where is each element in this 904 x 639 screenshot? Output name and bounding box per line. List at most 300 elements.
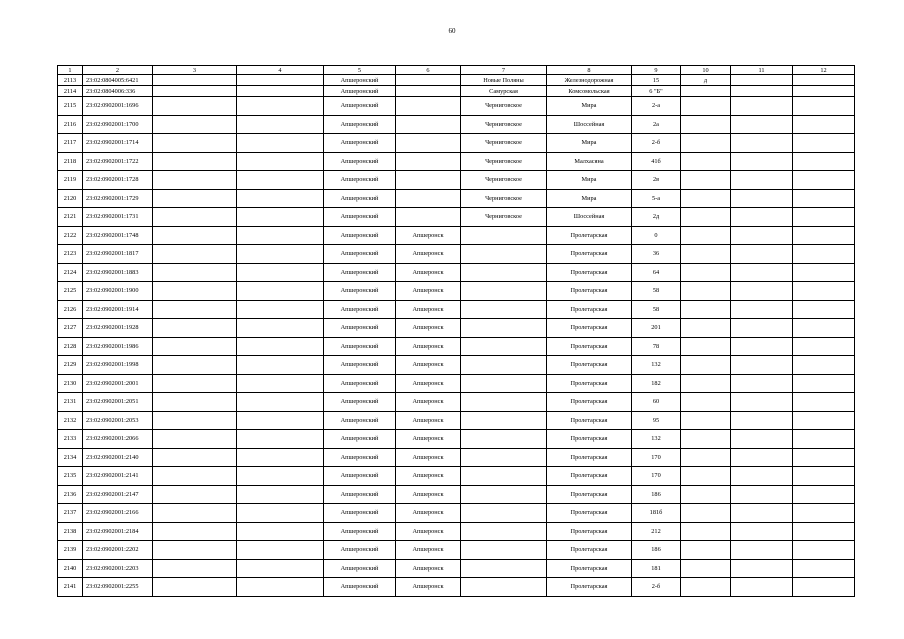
table-cell: 6 "Б" [632, 86, 681, 97]
table-cell: 5-а [632, 189, 681, 208]
table-cell [153, 263, 237, 282]
table-cell: 23:02:0902001:1986 [83, 337, 153, 356]
table-cell: 64 [632, 263, 681, 282]
table-cell: Пролетарская [547, 374, 632, 393]
table-cell [793, 97, 855, 116]
table-cell [237, 559, 324, 578]
table-cell [731, 263, 793, 282]
table-cell: 23:02:0902001:1883 [83, 263, 153, 282]
table-cell: Апшеронский [324, 189, 396, 208]
table-cell: 2141 [58, 578, 83, 597]
table-cell: Апшеронский [324, 226, 396, 245]
table-cell: Пролетарская [547, 356, 632, 375]
table-cell: 170 [632, 467, 681, 486]
table-cell: 15 [632, 75, 681, 86]
table-cell: Пролетарская [547, 467, 632, 486]
table-cell [153, 411, 237, 430]
table-cell: д [681, 75, 731, 86]
table-cell: Апшеронск [396, 356, 461, 375]
table-cell [396, 97, 461, 116]
table-cell [681, 337, 731, 356]
table-cell [396, 115, 461, 134]
table-cell [237, 134, 324, 153]
table-cell [237, 189, 324, 208]
table-cell [153, 152, 237, 171]
table-cell: Апшеронск [396, 522, 461, 541]
table-cell [681, 578, 731, 597]
table-cell [681, 97, 731, 116]
column-header: 9 [632, 66, 681, 75]
table-cell: Комсомольская [547, 86, 632, 97]
table-cell [681, 226, 731, 245]
column-header: 5 [324, 66, 396, 75]
table-cell: 182 [632, 374, 681, 393]
table-cell [681, 189, 731, 208]
table-cell [793, 467, 855, 486]
table-cell: Пролетарская [547, 578, 632, 597]
table-row [58, 97, 855, 116]
table-cell [681, 356, 731, 375]
table-cell [237, 467, 324, 486]
table-cell: Апшеронский [324, 541, 396, 560]
table-body [58, 66, 855, 597]
table-cell: 2134 [58, 448, 83, 467]
table-cell [153, 189, 237, 208]
table-cell: Апшеронск [396, 578, 461, 597]
table-cell [681, 448, 731, 467]
table-cell: Апшеронский [324, 208, 396, 227]
table-cell [153, 374, 237, 393]
table-cell [237, 208, 324, 227]
table-cell: 181 [632, 559, 681, 578]
table-cell: Апшеронск [396, 559, 461, 578]
table-cell: Апшеронский [324, 134, 396, 153]
table-cell: Шоссейная [547, 208, 632, 227]
table-cell: Пролетарская [547, 263, 632, 282]
table-cell: Пролетарская [547, 337, 632, 356]
table-cell [153, 226, 237, 245]
table-cell [731, 393, 793, 412]
table-cell: 2113 [58, 75, 83, 86]
table-cell [681, 208, 731, 227]
table-cell [681, 467, 731, 486]
table-cell [793, 559, 855, 578]
table-cell [237, 541, 324, 560]
table-row [58, 467, 855, 486]
table-cell: 2129 [58, 356, 83, 375]
table-cell [153, 337, 237, 356]
table-cell: Апшеронск [396, 504, 461, 523]
table-cell [153, 134, 237, 153]
table-cell [237, 504, 324, 523]
table-cell [461, 356, 547, 375]
table-cell: Апшеронск [396, 337, 461, 356]
table-row [58, 485, 855, 504]
table-cell: Апшеронск [396, 226, 461, 245]
table-row [58, 430, 855, 449]
table-cell: 2122 [58, 226, 83, 245]
table-cell: 23:02:0902001:1914 [83, 300, 153, 319]
table-cell: 23:02:0902001:1728 [83, 171, 153, 190]
table-cell: Апшеронский [324, 374, 396, 393]
table-cell: Апшеронский [324, 411, 396, 430]
table-cell [681, 152, 731, 171]
table-cell: 23:02:0902001:1928 [83, 319, 153, 338]
table-cell [461, 300, 547, 319]
table-cell [793, 134, 855, 153]
table-cell: 23:02:0902001:1731 [83, 208, 153, 227]
table-cell [153, 430, 237, 449]
table-row [58, 374, 855, 393]
table-cell: Апшеронский [324, 97, 396, 116]
table-cell: Апшеронск [396, 485, 461, 504]
table-cell: Пролетарская [547, 411, 632, 430]
table-cell [237, 319, 324, 338]
table-cell: 2а [632, 115, 681, 134]
table-cell [237, 226, 324, 245]
table-cell: 2116 [58, 115, 83, 134]
table-cell [237, 245, 324, 264]
table-row [58, 337, 855, 356]
table-cell: Апшеронск [396, 467, 461, 486]
table-cell [237, 448, 324, 467]
table-cell [237, 263, 324, 282]
table-cell [461, 393, 547, 412]
column-header: 11 [731, 66, 793, 75]
table-cell: 2139 [58, 541, 83, 560]
table-row [58, 263, 855, 282]
table-cell [237, 485, 324, 504]
table-cell: Апшеронск [396, 319, 461, 338]
table-cell: 58 [632, 282, 681, 301]
table-cell: Апшеронский [324, 578, 396, 597]
table-cell [793, 393, 855, 412]
table-cell [731, 226, 793, 245]
table-row [58, 75, 855, 86]
table-cell: Апшеронский [324, 319, 396, 338]
table-cell: Апшеронский [324, 115, 396, 134]
table-cell [153, 282, 237, 301]
page-number: 60 [448, 27, 456, 35]
table-cell: Апшеронский [324, 171, 396, 190]
table-cell: Черниговское [461, 171, 547, 190]
table-cell: 23:02:0902001:2051 [83, 393, 153, 412]
table-cell: Пролетарская [547, 282, 632, 301]
table-cell: 23:02:0902001:1817 [83, 245, 153, 264]
table-cell [237, 356, 324, 375]
table-cell: 23:02:0902001:2255 [83, 578, 153, 597]
table-cell: 2-а [632, 97, 681, 116]
table-row [58, 541, 855, 560]
table-cell [793, 485, 855, 504]
table-row [58, 189, 855, 208]
table-cell: Черниговское [461, 152, 547, 171]
table-cell [153, 300, 237, 319]
table-cell [237, 300, 324, 319]
table-cell: 58 [632, 300, 681, 319]
table-row [58, 522, 855, 541]
registry-table [57, 65, 855, 597]
header-row [58, 66, 855, 75]
table-cell [793, 86, 855, 97]
table-cell [461, 374, 547, 393]
table-cell: Апшеронск [396, 282, 461, 301]
table-cell: 2127 [58, 319, 83, 338]
table-cell: 95 [632, 411, 681, 430]
table-cell: 23:02:0902001:2202 [83, 541, 153, 560]
table-cell [153, 115, 237, 134]
table-cell: 2132 [58, 411, 83, 430]
column-header: 10 [681, 66, 731, 75]
column-header: 1 [58, 66, 83, 75]
table-row [58, 86, 855, 97]
table-cell: Апшеронский [324, 245, 396, 264]
table-cell: 2118 [58, 152, 83, 171]
table-cell [793, 448, 855, 467]
table-cell: Апшеронский [324, 504, 396, 523]
table-cell [461, 467, 547, 486]
table-cell [396, 171, 461, 190]
table-cell [731, 134, 793, 153]
table-cell [237, 97, 324, 116]
table-cell [793, 337, 855, 356]
table-cell [153, 393, 237, 412]
table-cell: Пролетарская [547, 430, 632, 449]
table-cell: 212 [632, 522, 681, 541]
table-cell: Апшеронский [324, 300, 396, 319]
table-cell [731, 300, 793, 319]
table-cell [396, 134, 461, 153]
table-cell [396, 86, 461, 97]
table-cell [731, 115, 793, 134]
table-cell [793, 152, 855, 171]
table-cell [237, 374, 324, 393]
table-cell: Черниговское [461, 189, 547, 208]
table-cell [461, 263, 547, 282]
table-cell [681, 319, 731, 338]
table-cell: Пролетарская [547, 448, 632, 467]
table-cell [681, 263, 731, 282]
table-cell [461, 485, 547, 504]
table-cell [681, 134, 731, 153]
table-cell: 23:02:0902001:1714 [83, 134, 153, 153]
column-header: 7 [461, 66, 547, 75]
table-cell: Апшеронск [396, 263, 461, 282]
table-cell [731, 319, 793, 338]
table-cell: Пролетарская [547, 485, 632, 504]
table-row [58, 319, 855, 338]
table-cell [793, 411, 855, 430]
table-row [58, 448, 855, 467]
table-cell: 23:02:0902001:2066 [83, 430, 153, 449]
table-cell [731, 282, 793, 301]
table-cell [153, 171, 237, 190]
table-row [58, 245, 855, 264]
table-cell: 23:02:0902001:1998 [83, 356, 153, 375]
table-cell: Апшеронск [396, 300, 461, 319]
table-cell: Апшеронск [396, 245, 461, 264]
table-cell [153, 356, 237, 375]
table-cell [681, 86, 731, 97]
table-cell: 23:02:0902001:2166 [83, 504, 153, 523]
table-cell [793, 578, 855, 597]
table-row [58, 578, 855, 597]
table-cell: Пролетарская [547, 245, 632, 264]
table-cell [731, 467, 793, 486]
table-cell: Пролетарская [547, 300, 632, 319]
table-row [58, 393, 855, 412]
table-cell: 2136 [58, 485, 83, 504]
table-cell: 2123 [58, 245, 83, 264]
table-row [58, 559, 855, 578]
table-cell [681, 485, 731, 504]
table-cell: 0 [632, 226, 681, 245]
table-cell [731, 411, 793, 430]
table-cell [461, 430, 547, 449]
table-cell: Апшеронск [396, 430, 461, 449]
table-cell: Самурская [461, 86, 547, 97]
table-cell [793, 282, 855, 301]
table-cell [793, 208, 855, 227]
table-cell: 2133 [58, 430, 83, 449]
table-cell [153, 97, 237, 116]
table-cell [681, 171, 731, 190]
table-cell: 23:02:0902001:2053 [83, 411, 153, 430]
table-cell: 2119 [58, 171, 83, 190]
table-cell [153, 75, 237, 86]
table-cell [731, 504, 793, 523]
table-row [58, 411, 855, 430]
table-cell [793, 522, 855, 541]
table-cell: Апшеронск [396, 393, 461, 412]
table-cell: 132 [632, 356, 681, 375]
table-cell [237, 115, 324, 134]
table-cell: Апшеронский [324, 559, 396, 578]
table-cell [461, 226, 547, 245]
table-cell: 2124 [58, 263, 83, 282]
table-cell [237, 578, 324, 597]
table-cell: 23:02:0902001:2184 [83, 522, 153, 541]
table-cell [461, 337, 547, 356]
table-cell [237, 86, 324, 97]
table-cell: 78 [632, 337, 681, 356]
table-cell [461, 282, 547, 301]
table-cell: Пролетарская [547, 393, 632, 412]
table-cell: Апшеронский [324, 86, 396, 97]
table-cell [731, 75, 793, 86]
table-cell [731, 97, 793, 116]
table-cell: 36 [632, 245, 681, 264]
table-cell [461, 448, 547, 467]
table-cell: Черниговское [461, 115, 547, 134]
table-cell [153, 522, 237, 541]
table-cell: Апшеронский [324, 430, 396, 449]
table-cell: 2-б [632, 578, 681, 597]
table-row [58, 115, 855, 134]
table-cell [461, 411, 547, 430]
table-cell [681, 393, 731, 412]
table-cell: Черниговское [461, 208, 547, 227]
table-cell: 2130 [58, 374, 83, 393]
table-cell: Апшеронский [324, 356, 396, 375]
table-cell [153, 86, 237, 97]
table-cell: Апшеронский [324, 337, 396, 356]
column-header: 12 [793, 66, 855, 75]
table-cell: Новые Поляны [461, 75, 547, 86]
table-cell: 2-б [632, 134, 681, 153]
column-header: 4 [237, 66, 324, 75]
table-cell [731, 245, 793, 264]
table-cell [396, 208, 461, 227]
table-cell [461, 541, 547, 560]
table-cell [153, 504, 237, 523]
table-cell [793, 374, 855, 393]
table-cell [731, 578, 793, 597]
table-cell [793, 245, 855, 264]
table-cell: 2117 [58, 134, 83, 153]
table-cell [793, 541, 855, 560]
table-cell [396, 75, 461, 86]
table-cell [237, 393, 324, 412]
table-cell: Апшеронск [396, 411, 461, 430]
table-cell: Железнодорожная [547, 75, 632, 86]
table-cell: Шоссейная [547, 115, 632, 134]
table-cell: 23:02:0902001:1748 [83, 226, 153, 245]
table-cell: Черниговское [461, 134, 547, 153]
table-cell [461, 245, 547, 264]
table-row [58, 171, 855, 190]
table-cell [153, 448, 237, 467]
table-row [58, 208, 855, 227]
table-cell: 2131 [58, 393, 83, 412]
table-cell [793, 319, 855, 338]
table-cell: 41б [632, 152, 681, 171]
table-cell [793, 430, 855, 449]
table-cell: 186 [632, 485, 681, 504]
table-cell: 23:02:0902001:2001 [83, 374, 153, 393]
table-cell [793, 226, 855, 245]
table-cell [396, 189, 461, 208]
table-cell: 2140 [58, 559, 83, 578]
table-cell [681, 300, 731, 319]
table-cell: 23:02:0902001:2147 [83, 485, 153, 504]
table-cell [153, 467, 237, 486]
table-cell: 2125 [58, 282, 83, 301]
table-cell [731, 356, 793, 375]
table-cell: Апшеронский [324, 448, 396, 467]
table-cell [153, 245, 237, 264]
table-row [58, 226, 855, 245]
table-cell [237, 171, 324, 190]
table-cell: Мира [547, 134, 632, 153]
table-cell [681, 504, 731, 523]
table-cell: 2121 [58, 208, 83, 227]
table-cell [461, 578, 547, 597]
column-header: 2 [83, 66, 153, 75]
table-cell: 170 [632, 448, 681, 467]
table-row [58, 504, 855, 523]
table-cell [461, 319, 547, 338]
table-cell [237, 282, 324, 301]
column-header: 6 [396, 66, 461, 75]
table-cell: Мира [547, 171, 632, 190]
table-cell: 23:02:0902001:1696 [83, 97, 153, 116]
table-cell: 23:02:0804005:6421 [83, 75, 153, 86]
table-cell: Апшеронский [324, 282, 396, 301]
table-cell: 60 [632, 393, 681, 412]
table-cell [153, 541, 237, 560]
table-cell: 2д [632, 208, 681, 227]
